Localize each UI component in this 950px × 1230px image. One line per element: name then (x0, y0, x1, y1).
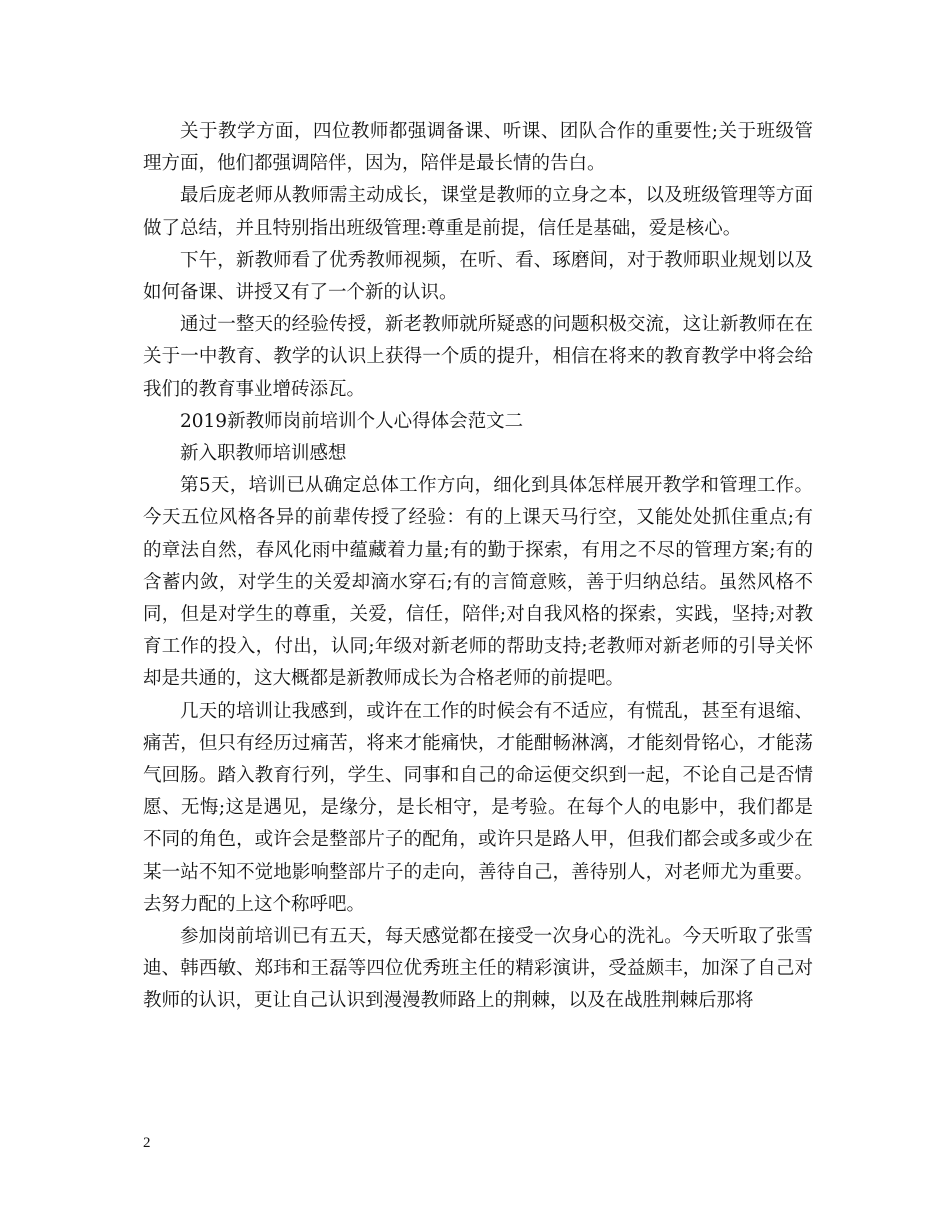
document-body (143, 116, 813, 1018)
paragraph: 第5天，培训已从确定总体工作方向，细化到具体怎样展开教学和管理工作。今天五位风格各异的前辈传授了经验：有的上课天马行空，又能处处抓住重点;有的章法自然，春风化雨中蕴藏着力量;有的勤于探索，有用之不尽的管理方案;有的含蓄内敛，对学生的关爱却滴水穿石;有的言简意赅，善于归纳总结。虽然风格不同，但是对学生的尊重，关爱，信任，陪伴;对自我风格的探索，实践，坚持;对教育工作的投入，付出，认同;年级对新老师的帮助支持;老教师对新老师的引导关怀却是共通的，这大概都是新教师成长为合格老师的前提吧。 (143, 475, 813, 690)
paragraph: 最后庞老师从教师需主动成长，课堂是教师的立身之本，以及班级管理等方面做了总结，并且特别指出班级管理:尊重是前提，信任是基础，爱是核心。 (143, 185, 813, 239)
paragraph: 通过一整天的经验传授，新老教师就所疑惑的问题积极交流，这让新教师在在关于一中教育、教学的认识上获得一个质的提升，相信在将来的教育教学中将会给我们的教育事业增砖添瓦。 (143, 314, 813, 400)
paragraph: 参加岗前培训已有五天，每天感觉都在接受一次身心的洗礼。今天听取了张雪迪、韩西敏、郑玮和王磊等四位优秀班主任的精彩演讲，受益颇丰，加深了自己对教师的认识，更让自己认识到漫漫教师路上的荆棘，以及在战胜荆棘后那将 (143, 926, 813, 1012)
section-heading: 2019新教师岗前培训个人心得体会范文二 (180, 410, 524, 432)
page-number: 2 (143, 1135, 151, 1151)
section-subheading: 新入职教师培训感想 (180, 443, 347, 465)
paragraph: 关于教学方面，四位教师都强调备课、听课、团队合作的重要性;关于班级管理方面，他们都强调陪伴，因为，陪伴是最长情的告白。 (143, 121, 813, 175)
paragraph: 下午，新教师看了优秀教师视频，在听、看、琢磨间，对于教师职业规划以及如何备课、讲授又有了一个新的认识。 (143, 249, 813, 304)
paragraph: 几天的培训让我感到，或许在工作的时候会有不适应，有慌乱，甚至有退缩、痛苦，但只有经历过痛苦，将来才能痛快，才能酣畅淋漓，才能刻骨铭心，才能荡气回肠。踏入教育行列，学生、同事和自己的命运便交织到一起，不论自己是否情愿、无悔;这是遇见，是缘分，是长相守，是考验。在每个人的电影中，我们都是不同的角色，或许会是整部片子的配角，或许只是路人甲，但我们都会或多或少在某一站不知不觉地影响整部片子的走向，善待自己，善待别人，对老师尤为重要。去努力配的上这个称呼吧。 (143, 700, 813, 915)
